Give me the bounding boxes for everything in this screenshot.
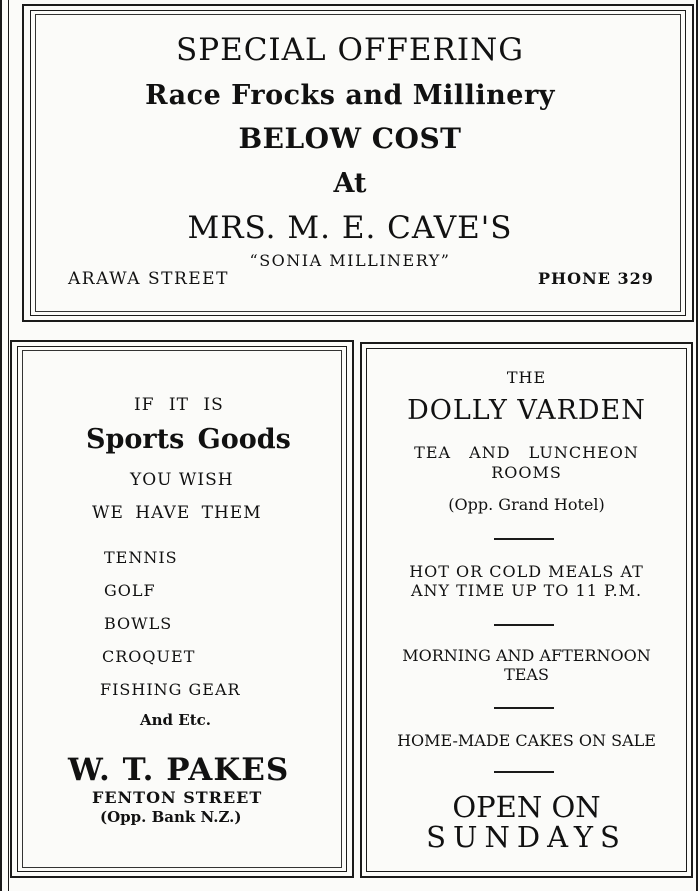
tea-ad-teas-line2: TEAS xyxy=(504,665,549,684)
tea-ad-cakes: HOME-MADE CAKES ON SALE xyxy=(397,731,656,750)
sports-item-fishing-gear: FISHING GEAR xyxy=(100,680,241,699)
top-ad-at: At xyxy=(333,168,367,199)
sports-item-tennis: TENNIS xyxy=(104,548,178,567)
top-ad-shop-name: “SONIA MILLINERY” xyxy=(249,251,451,270)
tea-ad-divider-2 xyxy=(494,624,554,626)
top-ad-street: ARAWA STREET xyxy=(68,269,229,289)
sports-ad-headline: Sports Goods xyxy=(86,424,291,455)
sports-item-golf: GOLF xyxy=(104,581,156,600)
tea-ad-the: THE xyxy=(506,368,547,387)
tea-ad-open-line2: SUNDAYS xyxy=(426,820,627,854)
tea-ad-open-line1: OPEN ON xyxy=(452,790,601,824)
tea-ad-location: (Opp. Grand Hotel) xyxy=(448,495,605,514)
sports-ad-merchant: W. T. PAKES xyxy=(68,752,290,788)
tea-ad-type-line1: TEA AND LUNCHEON xyxy=(414,443,639,462)
top-ad-subhead: Race Frocks and Millinery xyxy=(145,80,555,111)
tea-ad-divider-4 xyxy=(494,771,554,773)
sports-ad-we-have-them: WE HAVE THEM xyxy=(92,503,262,523)
top-ad-proprietor: MRS. M. E. CAVE'S xyxy=(187,210,513,246)
top-ad-headline: SPECIAL OFFERING xyxy=(175,32,525,68)
top-ad-below-cost: BELOW COST xyxy=(238,122,462,155)
top-ad-phone: PHONE 329 xyxy=(538,269,654,288)
tea-ad-teas-line1: MORNING AND AFTERNOON xyxy=(402,646,651,665)
sports-ad-etc: And Etc. xyxy=(140,711,211,729)
sports-ad-street: FENTON STREET xyxy=(92,788,263,807)
tea-ad-type-line2: ROOMS xyxy=(491,463,562,482)
sports-ad-location: (Opp. Bank N.Z.) xyxy=(100,808,242,826)
tea-ad-name: DOLLY VARDEN xyxy=(407,395,646,426)
tea-ad-divider-3 xyxy=(494,707,554,709)
sports-item-bowls: BOWLS xyxy=(104,614,173,633)
tea-ad-divider-1 xyxy=(494,538,554,540)
tea-ad-meals-line2: ANY TIME UP TO 11 P.M. xyxy=(410,581,643,600)
sports-ad-you-wish: YOU WISH xyxy=(130,470,234,490)
tea-ad-meals-line1: HOT OR COLD MEALS AT xyxy=(409,562,644,581)
sports-item-croquet: CROQUET xyxy=(102,647,196,666)
sports-ad-intro: IF IT IS xyxy=(134,395,224,415)
